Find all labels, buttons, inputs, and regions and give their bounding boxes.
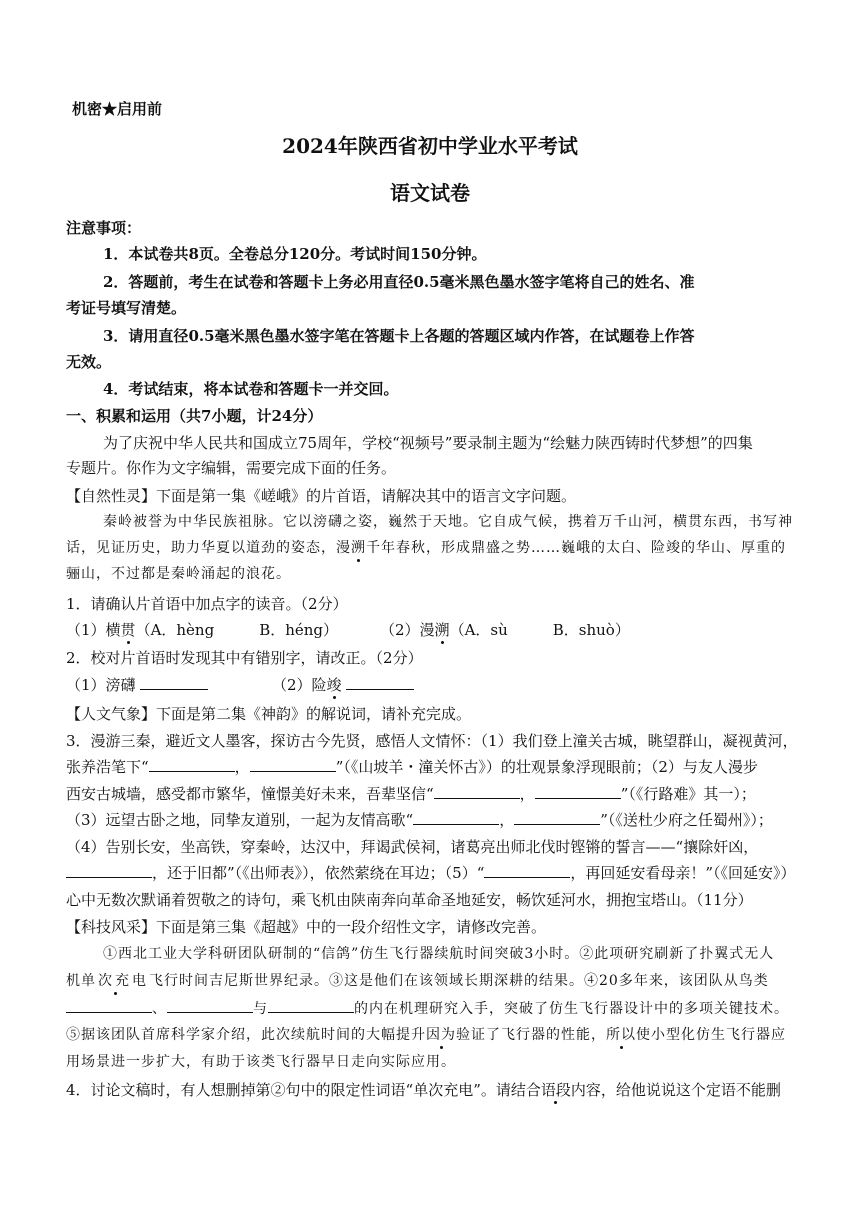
question-3-line-2: 张养浩笔下“ ， ”（《山坡羊・潼关怀古》）的壮观景象浮现眼前；（2）与友人漫步 [66, 758, 758, 776]
answer-blank[interactable] [535, 784, 621, 799]
answer-blank[interactable] [66, 863, 152, 878]
section-1-heading: 一、积累和运用（共7小题，计24分） [66, 407, 323, 425]
question-2-item-2: （2）险竣 [272, 675, 414, 695]
answer-blank[interactable] [514, 810, 600, 825]
exam-title: 2024年陕西省初中学业水平考试 [282, 134, 578, 158]
dotted-phrase: 因为 [426, 1027, 456, 1043]
passage-3-line-3: 、 与 的内在机理研究入手，突破了仿生飞行器设计中的多项关键技术。 [66, 998, 789, 1019]
dotted-char: 竣 [326, 676, 342, 694]
passage-3-line-2: 机单次充电飞行时间吉尼斯世界纪录。③这是他们在该领域长期深耕的结果。④20多年来，该团队从鸟类 [66, 973, 769, 989]
dotted-char: 贯 [120, 621, 136, 639]
part-2-label: 【人文气象】下面是第二集《神韵》的解说词，请补充完成。 [66, 705, 472, 723]
dotted-char: 溯 [351, 540, 366, 556]
passage-1-line-2: 话，见证历史，助力华夏以道劲的姿态，漫溯千年春秋，形成鼎盛之势……巍峨的太白、险竣的华山、厚重的 [66, 540, 786, 556]
question-3-line-3: 西安古城墙，感受都市繁华，憧憬美好未来，吾辈坚信“ ， ”（《行路难》其一）； [66, 785, 756, 803]
dotted-phrase: 结合语段内容 [510, 1081, 601, 1099]
dotted-char: 溯 [434, 621, 450, 639]
answer-blank[interactable] [434, 784, 520, 799]
intro-line-2: 专题片。你作为文字编辑，需要完成下面的任务。 [66, 459, 397, 477]
notice-item-2-cont: 考证号填写清楚。 [66, 299, 187, 317]
answer-blank[interactable] [346, 675, 414, 690]
dotted-phrase: 单次充电 [81, 973, 149, 989]
notice-item-1: 1．本试卷共8页。全卷总分120分。考试时间150分钟。 [103, 245, 487, 263]
passage-1-line-3: 骊山，不过都是秦岭涌起的浪花。 [66, 566, 291, 582]
intro-line-1: 为了庆祝中华人民共和国成立75周年，学校“视频号”要录制主题为“绘魅力陕西铸时代梦想”的四集 [103, 434, 753, 452]
notice-item-4: 4．考试结束，将本试卷和答题卡一并交回。 [103, 380, 399, 398]
question-1-item-2: （2）漫溯（A．sù B．shuò） [380, 621, 630, 639]
part-3-label: 【科技风采】下面是第三集《超越》中的一段介绍性文字，请修改完善。 [66, 918, 547, 936]
part-1-label: 【自然性灵】下面是第一集《嵯峨》的片首语，请解决其中的语言文字问题。 [66, 487, 577, 505]
answer-blank[interactable] [268, 998, 354, 1013]
confidential-label: 机密★启用前 [72, 100, 163, 118]
passage-3-line-4: ⑤据该团队首席科学家介绍，此次续航时间的大幅提升因为验证了飞行器的性能，所以使小型化仿生飞行器应 [66, 1027, 786, 1043]
answer-blank[interactable] [484, 863, 570, 878]
question-2-item-1: （1）滂礴 [66, 675, 208, 695]
question-2-stem: 2．校对片首语时发现其中有错别字，请改正。（2分） [66, 649, 423, 667]
question-3-line-6: ，还于旧都”（《出师表》），依然萦绕在耳边；（5）“ ，再回延安看母亲！”（《回延安》） [66, 863, 796, 883]
question-1-stem: 1．请确认片首语中加点字的读音。（2分） [66, 595, 348, 613]
passage-3-line-5: 用场景进一步扩大，有助于该类飞行器早日走向实际应用。 [66, 1054, 456, 1070]
question-1-item-1: （1）横贯（A．hèng B．héng） [66, 621, 339, 639]
passage-3-line-1: ①西北工业大学科研团队研制的“信鸽”仿生飞行器续航时间突破3小时。②此项研究刷新了扑翼式无人 [103, 946, 775, 962]
question-3-line-1: 3．漫游三秦，避近文人墨客，探访古今先贤，感悟人文情怀：（1）我们登上潼关古城，眺望群山，凝视黄河， [66, 732, 798, 750]
notice-heading: 注意事项： [66, 219, 142, 237]
answer-blank[interactable] [140, 675, 208, 690]
notice-item-3: 3．请用直径0.5毫米黑色墨水签字笔在答题卡上各题的答题区域内作答，在试题卷上作答 [103, 327, 695, 345]
answer-blank[interactable] [167, 998, 253, 1013]
exam-subtitle: 语文试卷 [390, 181, 470, 205]
answer-blank[interactable] [250, 757, 336, 772]
question-3-line-5: （4）告别长安，坐高铁，穿秦岭，达汉中，拜谒武侯祠，诸葛亮出师北伐时铿锵的誓言——“攘除奸凶， [66, 838, 759, 856]
dotted-phrase: 所以 [606, 1027, 636, 1043]
question-4-line-1: 4．讨论文稿时，有人想删掉第②句中的限定性词语“单次充电”。请结合语段内容，给他说说这个定语不能删 [66, 1081, 781, 1099]
notice-item-3-cont: 无效。 [66, 353, 112, 371]
answer-blank[interactable] [66, 998, 152, 1013]
question-3-line-4: （3）远望古卧之地，同挚友道别，一起为友情高歌“ ， ”（《送杜少府之任蜀州》）； [66, 811, 773, 829]
answer-blank[interactable] [413, 810, 499, 825]
answer-blank[interactable] [149, 757, 235, 772]
question-3-line-7: 心中无数次默诵着贺敬之的诗句，乘飞机由陕南奔向革命圣地延安，畅饮延河水，拥抱宝塔山。（11分） [66, 891, 753, 909]
notice-item-2: 2．答题前，考生在试卷和答题卡上务必用直径0.5毫米黑色墨水签字笔将自己的姓名、准 [103, 273, 695, 291]
passage-1-line-1: 秦岭被誉为中华民族祖脉。它以滂礴之姿，巍然于天地。它自成气候，携着万千山河，横贯东西，书写神 [103, 514, 793, 530]
